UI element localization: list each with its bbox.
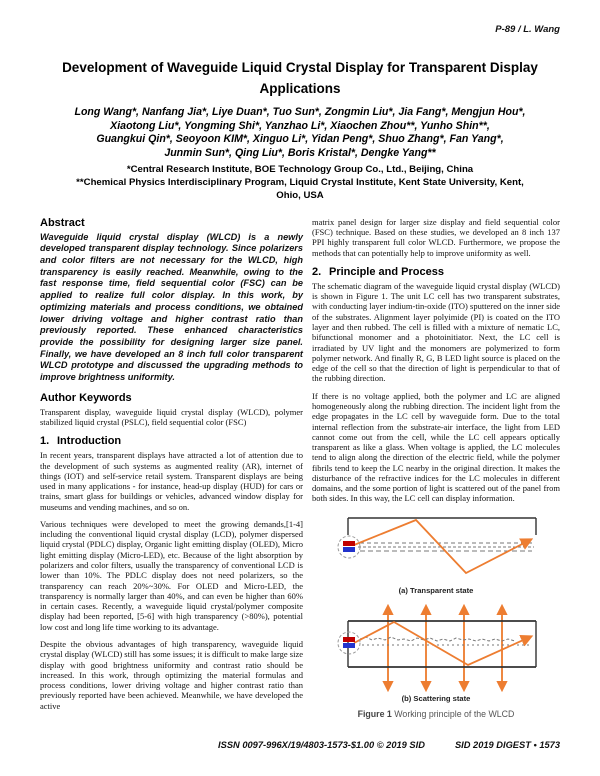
principle-paragraph: The schematic diagram of the waveguide liquid crystal display (WLCD) is shown in Figure 1. The unit LC cell has two transparent substrates, with conducting layer indium-tin-oxide (ITO) sputtered on the inner side of the substrates. Alignment layer polyimide (PI) is coated on the ITO layer and then rubbed. The cell is filled with a mixture of nematic LC, bifunctional monomer and a photoinitiator. Next, the LC cell is irradiated by UV light and the monomers are polymerized to form polymer network. And finally R, G, B LED light source is placed on the edge of the cell so that the direction of light is perpendicular to that of the rubbing direction. xyxy=(312,280,560,384)
section-2-heading xyxy=(312,266,560,278)
keywords-heading xyxy=(40,392,303,404)
keywords-text: Transparent display, waveguide liquid crystal display (WLCD), polymer stabilized liquid crystal (PSLC), field sequential color (FSC) xyxy=(40,406,303,427)
cell-side-edges xyxy=(348,621,536,667)
scattered-light-arrow-icons xyxy=(388,607,502,689)
intro-paragraph: Various techniques were developed to meet the growing demands,[1-4] including the conventional liquid crystal display (LCD), polymer dispersed liquid crystal (PDLC) display, Organic light emitting display (OLED), Micro light emitting display (Micro-LED), etc. Because of the light absorption by polarizers and color filters, usually the transparency of conventional LCD is lower than 10%. The PDLC display does not need polarizers, so the transparency can reach 20%~30%. For OLED and Micro-LED, the transparency is normally larger than 40%, and can even be higher than 60% in certain cases. Recently, a waveguide liquid crystal/polymer composite display had been reported, [5-6] with high transparency (>80%), potential low cost and long life time working to its advantage. xyxy=(40,518,303,632)
affiliations xyxy=(60,164,540,203)
figure-1-caption-number: Figure 1 xyxy=(357,708,392,719)
rgb-led-source-icon xyxy=(338,536,360,558)
page-header-paper-id: P-89 / L. Wang xyxy=(495,24,560,35)
right-column xyxy=(312,217,560,719)
footer-issn: ISSN 0097-996X/19/4803-1573-$1.00 © 2019 SID xyxy=(218,740,425,750)
rgb-led-source-icon xyxy=(338,632,360,654)
scattering-lc-molecules xyxy=(360,637,530,645)
figure-label-a: (a) Transparent state xyxy=(398,585,474,595)
figure-label-b: (b) Scattering state xyxy=(401,693,471,703)
section-1-heading xyxy=(40,435,303,447)
page-footer xyxy=(40,740,560,750)
cell-side-edges xyxy=(348,518,536,535)
intro-paragraph: In recent years, transparent displays have attracted a lot of attention due to the development of such systems as augmented reality (AR), internet of things (IOT) and self-service retail system. Transparent displays are being used in many applications - for instance, head-up display (HUD) for cars or trains, smart glass for buildings or vehicles, advanced window display for museums and vending machines, and so on. xyxy=(40,450,303,512)
keywords-heading-label: Author Keywords xyxy=(40,391,132,404)
author-line: Guangkui Qin*, Seoyoon KIM*, Xinguo Li*, Yidan Peng*, Shuo Zhang*, Fan Yang*, xyxy=(96,133,504,146)
aligned-lc-molecules xyxy=(358,543,534,551)
section-1-title: Introduction xyxy=(57,435,122,448)
scattering-state-diagram xyxy=(318,601,554,693)
transparent-state-diagram xyxy=(318,511,554,585)
affiliation-2: **Chemical Physics Interdisciplinary Program, Liquid Crystal Institute, Kent State University, Kent, Ohio, USA xyxy=(76,176,524,201)
two-column-body xyxy=(0,217,600,719)
abstract-text: Waveguide liquid crystal display (WLCD) is a newly developed transparent display technology. Since polarizers and color filters are not necessary for the WLCD, high transparency is easily reached. Meanwhile, owing to the fast response time, field sequential color (FSC) can be applied to realize full color display. In this work, by optimizing materials and process conditions, we obtained lower driving voltage and higher contrast ratio than previously reported. These enhanced characteristics provide the possibility for designing larger size panel. Finally, we have developed an 8 inch full color transparent WLCD prototype and discussed the upgrading methods to improve brightness uniformity. xyxy=(40,231,303,382)
scattered-waveguide-light-path xyxy=(354,622,530,665)
abstract-heading xyxy=(40,217,303,229)
paper-title: Development of Waveguide Liquid Crystal Display for Transparent Display Applications xyxy=(62,60,538,96)
author-line: Junmin Sun*, Qing Liu*, Boris Kristal*, Dengke Yang** xyxy=(164,147,436,160)
abstract-heading-label: Abstract xyxy=(40,216,85,229)
author-line: Xiaotong Liu*, Yongming Shi*, Yanzhao Li*, Xiaochen Zhou**, Yunho Shin**, xyxy=(110,119,490,132)
intro-paragraph: Despite the obvious advantages of high transparency, waveguide liquid crystal display (WLCD) still has some issues; it is difficult to make large size display with good brightness uniformity and contrast ratio should be increased. In this work, through optimizing the material formulas and process conditions, lower driving voltage and higher contrast ratio than previously reported have been achieved. Meanwhile, we have developed the active xyxy=(40,639,303,711)
section-2-title: Principle and Process xyxy=(329,265,444,278)
section-2-number: 2. xyxy=(312,265,322,278)
author-line: Long Wang*, Nanfang Jia*, Liye Duan*, Tuo Sun*, Zongmin Liu*, Jia Fang*, Mengjun Hou*, xyxy=(74,105,526,118)
cell-substrates xyxy=(348,621,536,667)
section-1-number: 1. xyxy=(40,435,50,448)
figure-1 xyxy=(312,511,560,719)
author-list xyxy=(46,106,554,161)
continued-paragraph: matrix panel design for larger size display and field sequential color (FSC) technique. Based on these studies, we developed an 8 inch 137 PPI highly transparent full color WLCD. Furthermore, we propose the methods that can potentially help to improve uniformity as well. xyxy=(312,216,560,258)
figure-1-caption xyxy=(312,709,560,719)
left-column xyxy=(40,217,303,719)
figure-1-caption-text: Working principle of the WLCD xyxy=(394,708,515,719)
footer-digest-page: SID 2019 DIGEST • 1573 xyxy=(454,740,560,750)
affiliation-1: *Central Research Institute, BOE Technology Group Co., Ltd., Beijing, China xyxy=(126,163,474,175)
principle-paragraph: If there is no voltage applied, both the polymer and LC are aligned homogeneously along the rubbing direction. The incident light from the edge propagates in the LC cell by waveguide form. Due to the total internal reflection from the substrate-air interface, the light from LED cannot come out from the cell, while the LC cell appears optically transparent as like a glass. When voltage is applied, the LC molecules tend to align along the direction of the electric field, while the polymer fibrils tend to keep the LC nearby in the original direction. It makes the disturbance of the refractive indices for the LC molecules in different domains, and the some portion of light is scattered out of the panel from both sides. In this way, the LC cell can display information. xyxy=(312,390,560,504)
